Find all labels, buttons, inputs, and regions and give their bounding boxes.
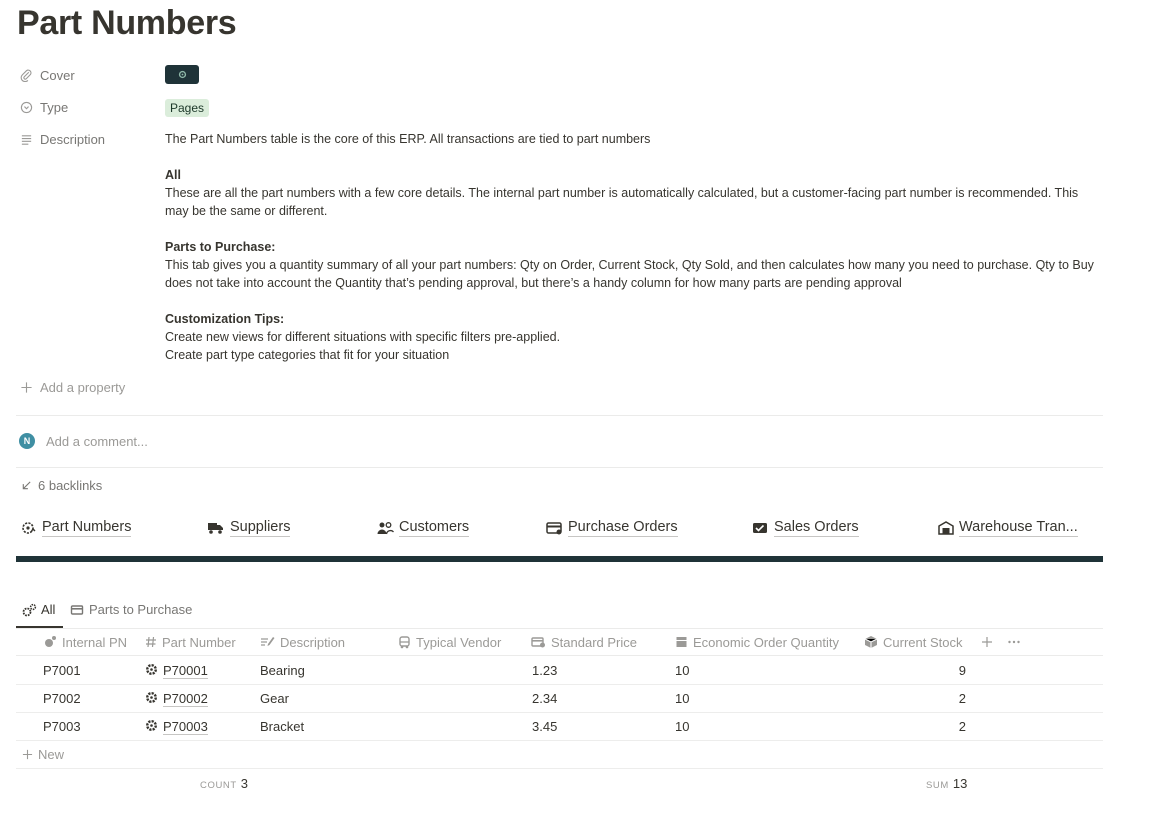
property-cover[interactable] <box>20 64 75 86</box>
column-header-current-stock[interactable] <box>864 633 962 651</box>
tab-label: All <box>41 602 56 617</box>
description-all-text: These are all the part numbers with a few core details. The internal part number is automatically calculated, but a customer-facing part number is recommended. This may be the same or different. <box>165 186 1079 218</box>
property-label-type: Type <box>40 99 69 115</box>
gear-icon <box>145 691 158 709</box>
nav-label: Suppliers <box>230 519 291 535</box>
divider <box>16 467 1103 468</box>
gear-icon <box>145 663 158 681</box>
aggregate-count[interactable] <box>200 776 248 791</box>
nav-label: Customers <box>399 519 470 535</box>
column-header-description[interactable] <box>260 633 345 651</box>
cell-standard-price: 2.34 <box>532 691 558 706</box>
cell-eoq: 10 <box>675 719 690 734</box>
column-header-typical-vendor[interactable] <box>398 633 501 651</box>
cell-internal-pn: P7001 <box>43 663 81 678</box>
nav-link-customers[interactable] <box>377 519 469 537</box>
cell-description: Bracket <box>260 719 305 734</box>
nav-label: Warehouse Tran... <box>959 519 1078 535</box>
add-column-button[interactable] <box>981 633 998 651</box>
select-circle-icon <box>20 101 33 114</box>
description-tips-heading: Customization Tips: <box>165 312 285 326</box>
column-label: Internal PN <box>62 634 128 650</box>
nav-link-purchase-orders[interactable] <box>546 519 678 537</box>
description-intro: The Part Numbers table is the core of this ERP. All transactions are tied to part numbers <box>165 132 651 146</box>
description-tips-line2: Create part type categories that fit for your situation <box>165 348 450 362</box>
table-body <box>0 656 1149 740</box>
cell-current-stock: 9 <box>958 663 966 678</box>
description-tips-line1: Create new views for different situations with specific filters pre-applied. <box>165 330 561 344</box>
truck-icon <box>207 520 225 536</box>
cell-standard-price: 3.45 <box>532 719 558 734</box>
cell-part-number-link[interactable]: P70003 <box>163 719 208 734</box>
relation-icon <box>398 635 411 649</box>
cell-part-number-link[interactable]: P70002 <box>163 691 208 706</box>
section-divider-bar <box>16 556 1103 562</box>
gear-chart-icon <box>21 520 37 536</box>
divider <box>16 415 1103 416</box>
avatar: N <box>19 433 35 449</box>
nav-link-sales-orders[interactable] <box>752 519 859 537</box>
description-purchase-text: This tab gives you a quantity summary of all your part numbers: Qty on Order, Current Stock, Qty Sold, and then calculates how many you need to purchase. Qty to Buy does not take into account the Quantity that’s pending approval, but there’s a handy column for how many parts are pending approval <box>165 258 1094 290</box>
backlinks-toggle[interactable] <box>21 478 102 493</box>
description-all-heading: All <box>165 168 181 182</box>
table-row[interactable] <box>0 656 1149 684</box>
gear-icon <box>177 69 188 80</box>
nav-link-suppliers[interactable] <box>207 519 290 537</box>
aggregate-value: 3 <box>240 776 249 791</box>
comment-input[interactable] <box>19 433 148 449</box>
nav-link-part-numbers[interactable] <box>21 519 131 537</box>
paperclip-icon <box>20 69 33 82</box>
new-row-label: New <box>38 747 65 762</box>
cell-standard-price: 1.23 <box>532 663 558 678</box>
table-row[interactable] <box>0 684 1149 712</box>
warehouse-icon <box>938 520 954 536</box>
cell-current-stock: 2 <box>958 719 966 734</box>
formula-gear-icon <box>43 635 57 649</box>
aggregate-value: 13 <box>952 776 968 791</box>
text-lines-icon <box>20 133 33 146</box>
cell-eoq: 10 <box>675 691 690 706</box>
column-label: Economic Order Quantity <box>693 634 839 650</box>
cover-thumbnail[interactable] <box>165 65 199 84</box>
description-purchase-heading: Parts to Purchase: <box>165 240 276 254</box>
arrow-down-left-icon <box>21 480 32 491</box>
plus-icon <box>20 381 33 394</box>
description-text[interactable] <box>165 130 1105 364</box>
column-header-standard-price[interactable] <box>531 633 637 651</box>
aggregate-label: COUNT <box>200 780 237 791</box>
divider <box>16 768 1103 769</box>
nav-label: Sales Orders <box>774 519 859 535</box>
add-property-label: Add a property <box>40 379 126 395</box>
tab-parts-to-purchase[interactable] <box>70 602 192 617</box>
tab-all[interactable] <box>22 602 55 617</box>
nav-link-warehouse-transactions[interactable] <box>938 519 1078 537</box>
cell-description: Gear <box>260 691 289 706</box>
page-title: Part Numbers <box>17 4 237 42</box>
cell-current-stock: 2 <box>958 691 966 706</box>
gears-icon <box>22 603 37 617</box>
table-row[interactable] <box>0 712 1149 740</box>
property-label-cover: Cover <box>40 67 75 83</box>
hash-icon <box>145 635 157 649</box>
aggregate-sum[interactable] <box>926 776 967 791</box>
column-header-economic-order-quantity[interactable] <box>675 633 839 651</box>
gear-icon <box>145 719 158 737</box>
price-card-icon <box>531 635 546 649</box>
column-header-internal-pn[interactable] <box>43 633 127 651</box>
cell-part-number-link[interactable]: P70001 <box>163 663 208 678</box>
card-icon <box>546 520 563 536</box>
nav-label: Purchase Orders <box>568 519 678 535</box>
check-card-icon <box>752 520 769 536</box>
column-options-button[interactable] <box>1007 633 1026 651</box>
property-type[interactable] <box>20 96 68 118</box>
plus-icon <box>981 636 993 648</box>
backlinks-label: 6 backlinks <box>38 478 103 493</box>
cell-eoq: 10 <box>675 663 690 678</box>
column-header-part-number[interactable] <box>145 633 236 651</box>
people-icon <box>377 520 394 536</box>
cell-description: Bearing <box>260 663 305 678</box>
new-row-button[interactable] <box>22 747 64 762</box>
property-description[interactable] <box>20 128 105 150</box>
text-edit-icon <box>260 635 275 649</box>
more-horizontal-icon <box>1007 636 1021 648</box>
type-tag[interactable]: Pages <box>165 99 209 117</box>
divider <box>16 628 1103 629</box>
card-icon <box>70 603 85 617</box>
property-label-description: Description <box>40 131 106 147</box>
plus-icon <box>22 749 33 760</box>
cell-internal-pn: P7003 <box>43 719 81 734</box>
column-label: Part Number <box>162 634 236 650</box>
column-label: Typical Vendor <box>416 634 502 650</box>
nav-label: Part Numbers <box>42 519 132 535</box>
box-stack-icon <box>675 635 688 649</box>
divider <box>16 740 1103 741</box>
add-property-button[interactable] <box>20 376 125 398</box>
column-label: Standard Price <box>551 634 637 650</box>
tab-label: Parts to Purchase <box>89 602 193 617</box>
column-label: Description <box>280 634 346 650</box>
cell-internal-pn: P7002 <box>43 691 81 706</box>
comment-placeholder: Add a comment... <box>46 433 148 449</box>
column-label: Current Stock <box>883 634 963 650</box>
package-icon <box>864 635 878 649</box>
aggregate-label: SUM <box>926 780 949 791</box>
